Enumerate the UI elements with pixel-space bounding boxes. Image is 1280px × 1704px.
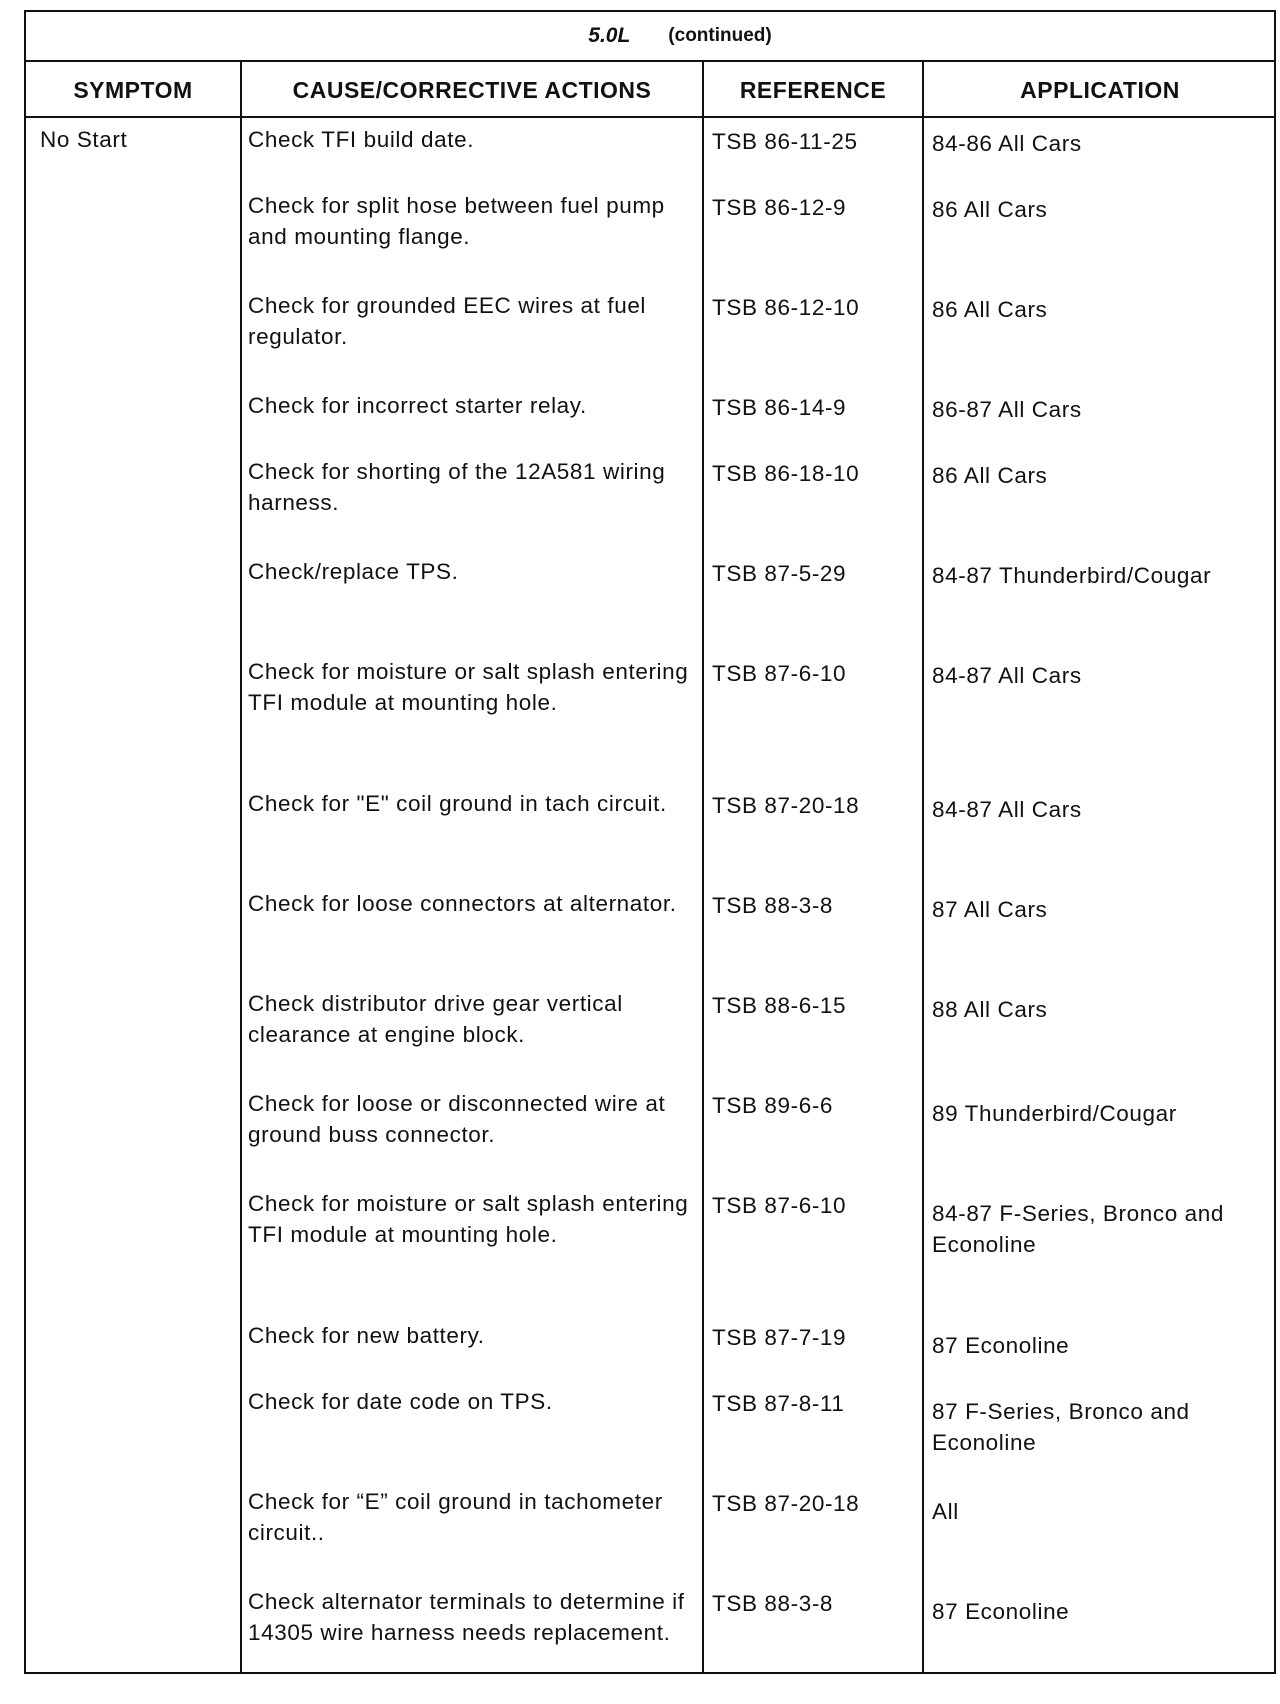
- symptom-cell: No Start: [40, 127, 128, 152]
- reference-cell: TSB 86-11-25: [712, 129, 858, 154]
- application-cell: 86 All Cars: [932, 197, 1048, 222]
- application-cell: 84-87 Thunderbird/Cougar: [932, 563, 1212, 588]
- service-table: [24, 10, 1276, 1674]
- reference-cell: TSB 86-12-9: [712, 195, 847, 220]
- cause-cell: Check for shorting of the 12A581 wiring harness.: [248, 459, 666, 515]
- continued-note: (continued): [668, 25, 772, 46]
- column-divider: [702, 62, 704, 1672]
- application-cell: 87 Econoline: [932, 1333, 1070, 1358]
- cause-cell: Check distributor drive gear vertical clearance at engine block.: [248, 991, 623, 1047]
- reference-cell: TSB 87-6-10: [712, 661, 847, 686]
- reference-cell: TSB 88-3-8: [712, 1591, 834, 1616]
- application-cell: 86-87 All Cars: [932, 397, 1082, 422]
- cause-cell: Check for split hose between fuel pump and mounting flange.: [248, 193, 665, 249]
- application-cell: 86 All Cars: [932, 463, 1048, 488]
- cause-cell: Check alternator terminals to determine if 14305 wire harness needs replacement.: [248, 1589, 685, 1645]
- cause-cell: Check for loose connectors at alternator.: [248, 891, 677, 916]
- application-cell: 87 F-Series, Bronco and Econoline: [932, 1399, 1190, 1455]
- cause-cell: Check for "E" coil ground in tach circuit.: [248, 791, 667, 816]
- application-cell: 84-87 All Cars: [932, 663, 1082, 688]
- cause-cell: Check for date code on TPS.: [248, 1389, 553, 1414]
- header-reference: REFERENCE: [739, 76, 887, 103]
- reference-cell: TSB 87-5-29: [712, 561, 847, 586]
- cause-cell: Check/replace TPS.: [248, 559, 459, 584]
- reference-cell: TSB 88-3-8: [712, 893, 834, 918]
- cause-cell: Check for new battery.: [248, 1323, 485, 1348]
- reference-cell: TSB 86-18-10: [712, 461, 860, 486]
- reference-cell: TSB 87-8-11: [712, 1391, 845, 1416]
- reference-cell: TSB 89-6-6: [712, 1093, 834, 1118]
- table-title-bar: [26, 12, 1274, 62]
- header-symptom: SYMPTOM: [73, 76, 193, 103]
- cause-cell: Check for loose or disconnected wire at ground buss connector.: [248, 1091, 666, 1147]
- reference-cell: TSB 87-20-18: [712, 793, 860, 818]
- reference-cell: TSB 86-14-9: [712, 395, 847, 420]
- application-cell: All: [932, 1499, 959, 1524]
- header-cause: CAUSE/CORRECTIVE ACTIONS: [292, 76, 652, 103]
- application-cell: 87 All Cars: [932, 897, 1048, 922]
- column-divider: [240, 62, 242, 1672]
- application-cell: 89 Thunderbird/Cougar: [932, 1101, 1177, 1126]
- cause-cell: Check for incorrect starter relay.: [248, 393, 587, 418]
- application-cell: 84-87 F-Series, Bronco and Econoline: [932, 1201, 1224, 1257]
- application-cell: 84-86 All Cars: [932, 131, 1082, 156]
- cause-cell: Check for moisture or salt splash entering TFI module at mounting hole.: [248, 1191, 689, 1247]
- engine-title: 5.0L: [588, 24, 631, 47]
- reference-cell: TSB 87-20-18: [712, 1491, 860, 1516]
- reference-cell: TSB 87-7-19: [712, 1325, 847, 1350]
- cause-cell: Check for grounded EEC wires at fuel regulator.: [248, 293, 647, 349]
- cause-cell: Check for “E” coil ground in tachometer circuit..: [248, 1489, 663, 1545]
- reference-cell: TSB 88-6-15: [712, 993, 847, 1018]
- reference-cell: TSB 87-6-10: [712, 1193, 847, 1218]
- application-cell: 84-87 All Cars: [932, 797, 1082, 822]
- column-divider: [922, 62, 924, 1672]
- cause-cell: Check TFI build date.: [248, 127, 475, 152]
- application-cell: 88 All Cars: [932, 997, 1048, 1022]
- header-application: APPLICATION: [1020, 76, 1180, 103]
- application-cell: 87 Econoline: [932, 1599, 1070, 1624]
- application-cell: 86 All Cars: [932, 297, 1048, 322]
- reference-cell: TSB 86-12-10: [712, 295, 860, 320]
- cause-cell: Check for moisture or salt splash entering TFI module at mounting hole.: [248, 659, 689, 715]
